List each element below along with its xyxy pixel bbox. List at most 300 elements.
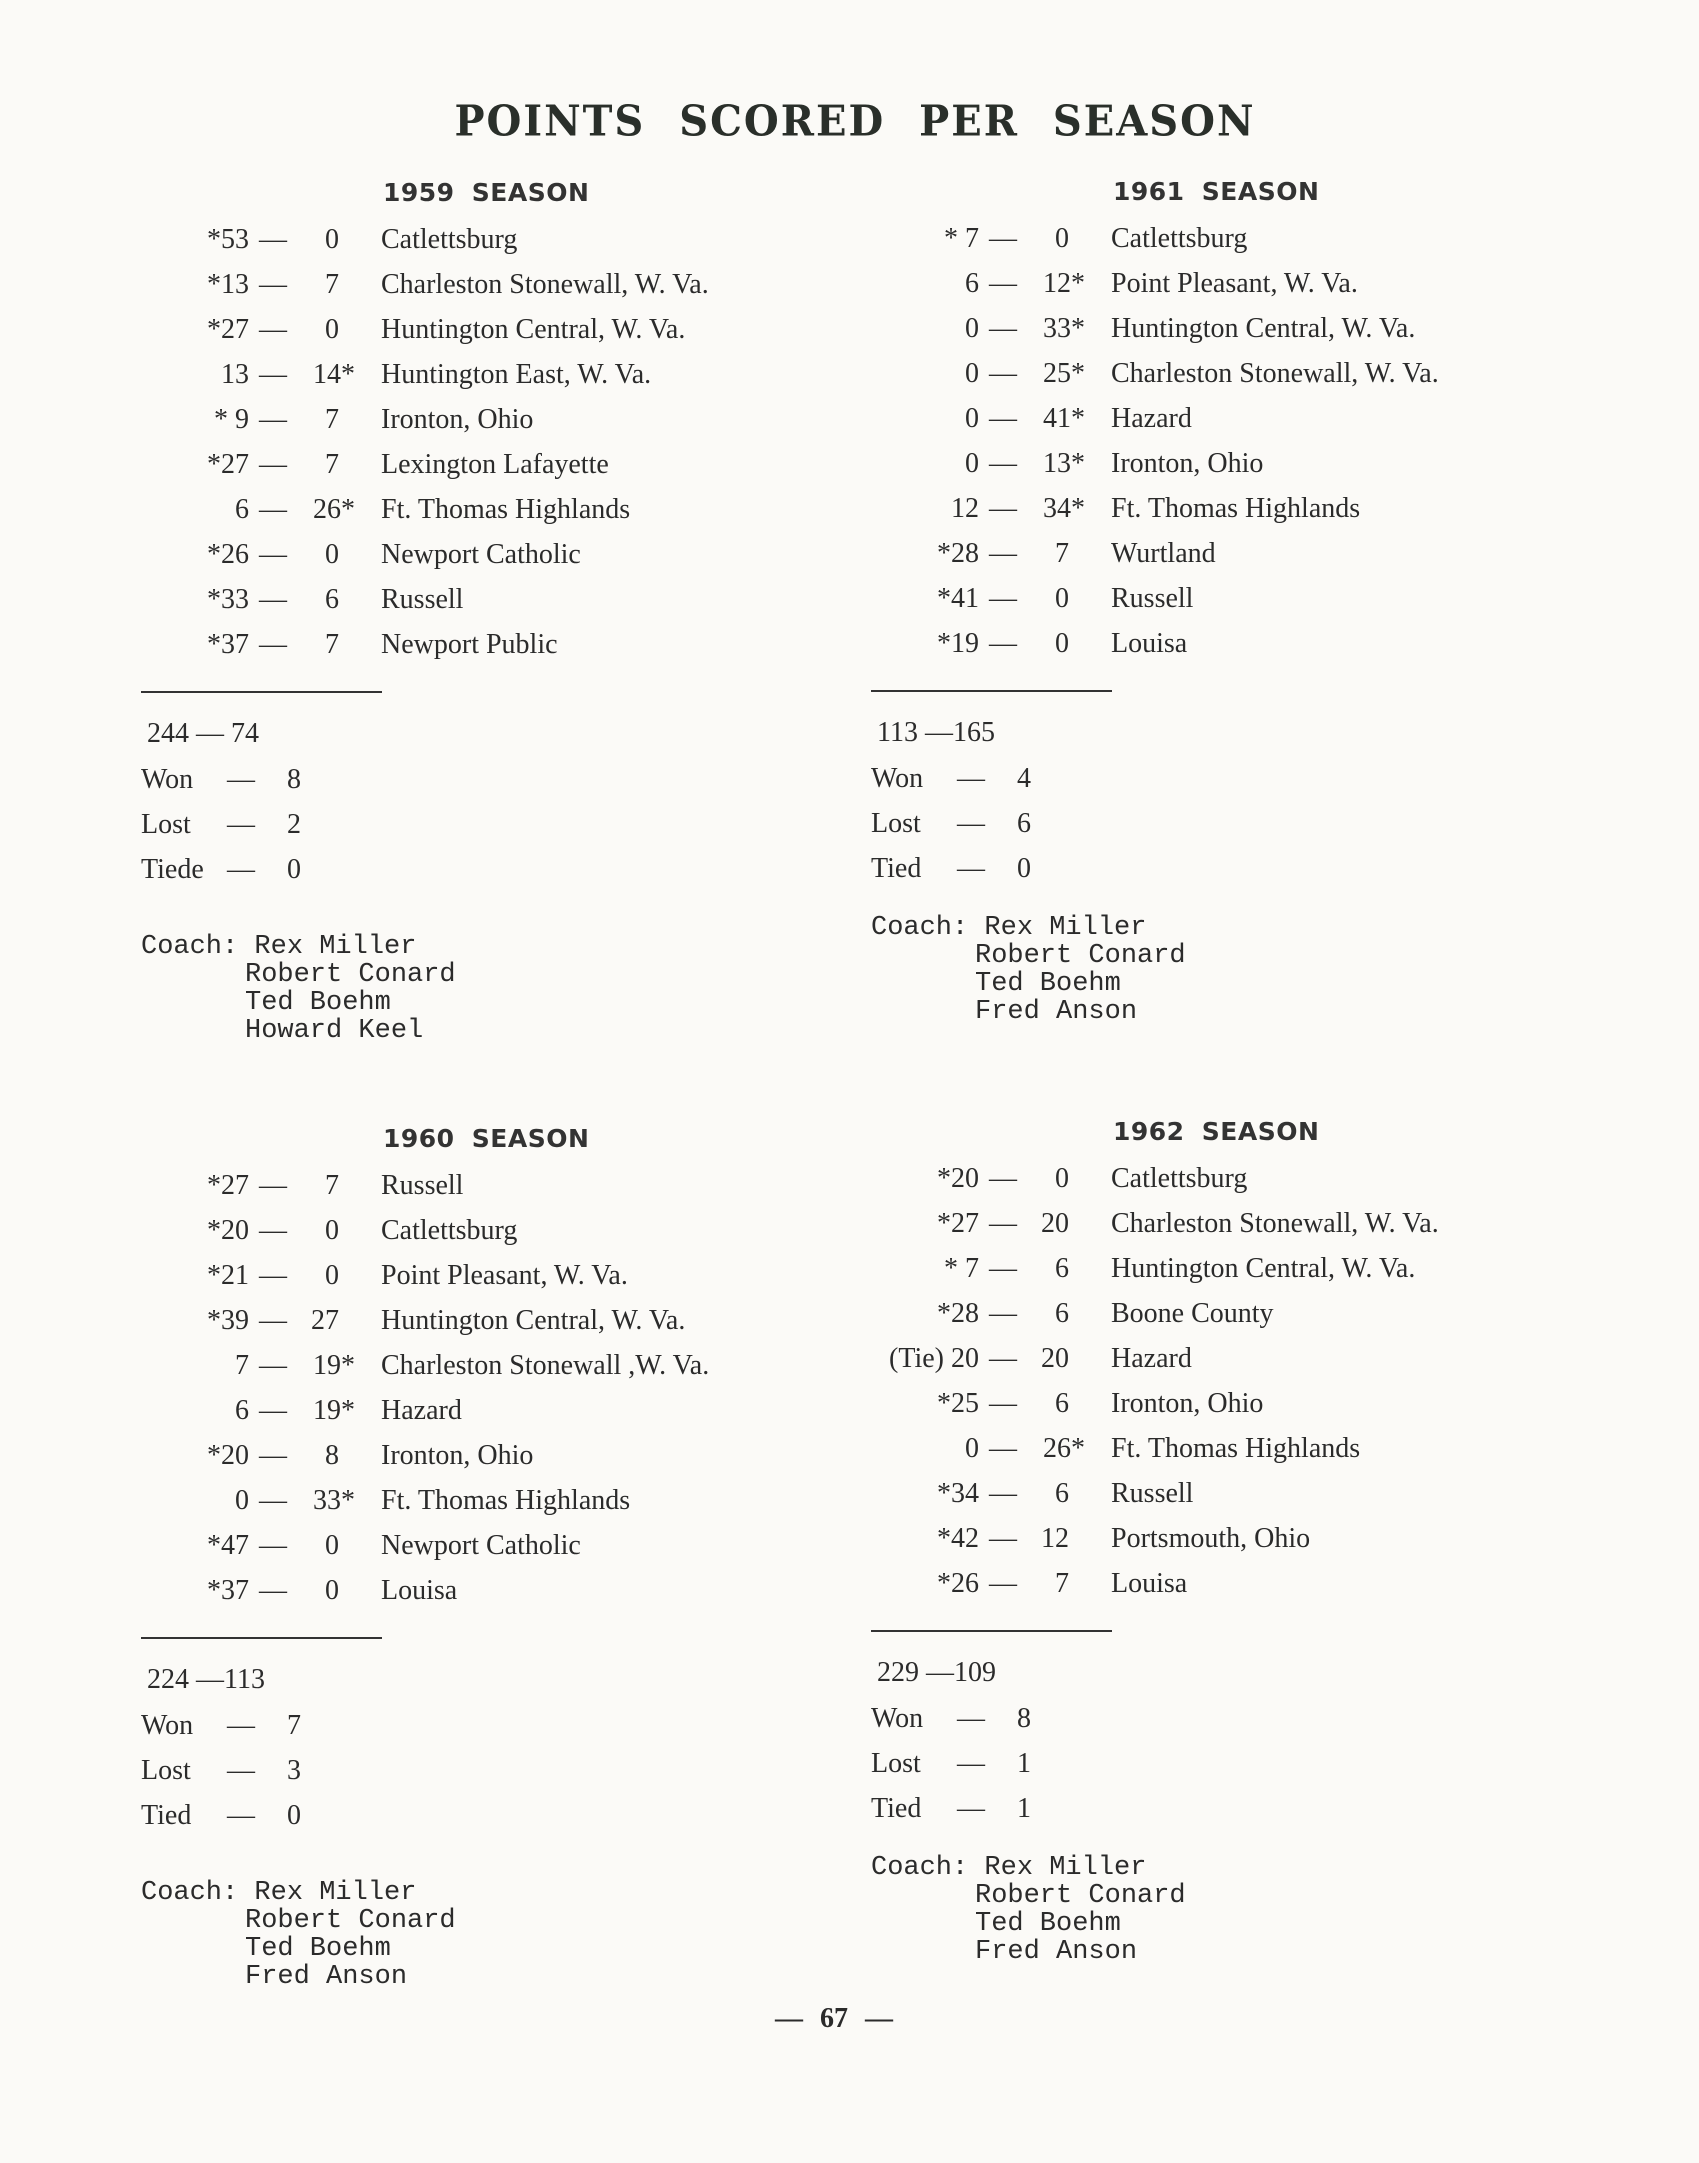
- record-tied: [871, 1792, 1171, 1826]
- opponent-score: 6: [1055, 1298, 1069, 1329]
- coach-name: Ted Boehm: [245, 988, 391, 1018]
- our-score: 0: [965, 358, 979, 389]
- opponent-score: 19*: [313, 1395, 355, 1426]
- record-value: 1: [1017, 1748, 1031, 1779]
- score-dash: —: [259, 1350, 287, 1381]
- our-score: 6: [235, 1395, 249, 1426]
- opponent-name: Huntington Central, W. Va.: [381, 314, 686, 345]
- coach-list: [871, 1854, 1186, 1966]
- score-dash: —: [989, 1208, 1017, 1239]
- our-score: 6: [965, 268, 979, 299]
- score-dash: —: [989, 1388, 1017, 1419]
- record-dash: —: [227, 1755, 255, 1786]
- record-value: 0: [287, 1800, 301, 1831]
- game-row: [141, 448, 901, 482]
- game-row: [141, 1529, 901, 1563]
- season-1962: [871, 1116, 1631, 2116]
- record-dash: —: [227, 809, 255, 840]
- opponent-name: Newport Catholic: [381, 539, 581, 570]
- total-rule: [141, 691, 382, 693]
- coach-line: [141, 1017, 456, 1045]
- opponent-name: Ironton, Ohio: [381, 404, 534, 435]
- score-dash: —: [259, 1170, 287, 1201]
- opponent-score: 14*: [313, 359, 355, 390]
- record-tied: [141, 1799, 441, 1833]
- our-score: 13: [221, 359, 249, 390]
- opponent-score: 7: [325, 1170, 339, 1201]
- opponent-score: 0: [325, 539, 339, 570]
- record-lost: [141, 808, 441, 842]
- opponent-score: 7: [325, 269, 339, 300]
- opponent-name: Catlettsburg: [1111, 223, 1248, 254]
- game-row: [141, 493, 901, 527]
- opponent-name: Russell: [1111, 1478, 1194, 1509]
- score-dash: —: [989, 223, 1017, 254]
- our-score: *26: [207, 539, 249, 570]
- game-row: [141, 1574, 901, 1608]
- our-score: *13: [207, 269, 249, 300]
- our-score: *19: [937, 628, 979, 659]
- opponent-score: 33*: [1043, 313, 1085, 344]
- our-score: *39: [207, 1305, 249, 1336]
- our-score: *34: [937, 1478, 979, 1509]
- opponent-score: 0: [1055, 1163, 1069, 1194]
- opponent-score: 7: [325, 449, 339, 480]
- opponent-name: Russell: [381, 1170, 464, 1201]
- season-total: 244 — 74: [147, 718, 259, 749]
- season-heading: 1960 SEASON: [383, 1124, 590, 1153]
- coach-name: Ted Boehm: [245, 1934, 391, 1964]
- game-row: [141, 1259, 901, 1293]
- coach-name: Robert Conard: [245, 1906, 456, 1936]
- our-score: *37: [207, 629, 249, 660]
- coach-name: Fred Anson: [975, 1937, 1138, 1967]
- record-label: Tied: [871, 853, 922, 884]
- record-label: Won: [141, 764, 194, 795]
- game-row: [871, 222, 1631, 256]
- opponent-score: 33*: [313, 1485, 355, 1516]
- opponent-name: Huntington Central, W. Va.: [1111, 1253, 1416, 1284]
- score-dash: —: [989, 1343, 1017, 1374]
- record-tiede: [141, 853, 441, 887]
- score-dash: —: [989, 1433, 1017, 1464]
- record-lost: [871, 807, 1171, 841]
- score-dash: —: [259, 314, 287, 345]
- opponent-name: Louisa: [1111, 628, 1188, 659]
- score-dash: —: [259, 494, 287, 525]
- score-dash: —: [989, 1253, 1017, 1284]
- record-value: 2: [287, 809, 301, 840]
- coach-label: Coach:: [871, 1853, 969, 1883]
- opponent-score: 26*: [313, 494, 355, 525]
- score-dash: —: [989, 268, 1017, 299]
- opponent-name: Portsmouth, Ohio: [1111, 1523, 1311, 1554]
- opponent-score: 7: [325, 629, 339, 660]
- game-row: [141, 403, 901, 437]
- game-row: [871, 1297, 1631, 1331]
- coach-name: Robert Conard: [975, 1881, 1186, 1911]
- our-score: 6: [235, 494, 249, 525]
- our-score: *42: [937, 1523, 979, 1554]
- record-dash: —: [227, 1710, 255, 1741]
- opponent-score: 34*: [1043, 493, 1085, 524]
- game-row: [871, 492, 1631, 526]
- our-score: 0: [965, 403, 979, 434]
- score-dash: —: [259, 359, 287, 390]
- record-value: 8: [1017, 1703, 1031, 1734]
- record-dash: —: [957, 1748, 985, 1779]
- opponent-name: Catlettsburg: [381, 224, 518, 255]
- game-row: [141, 628, 901, 662]
- record-dash: —: [957, 808, 985, 839]
- coach-name: Rex Miller: [984, 1853, 1147, 1883]
- game-row: [871, 1252, 1631, 1286]
- opponent-name: Boone County: [1111, 1298, 1274, 1329]
- record-label: Tied: [871, 1793, 922, 1824]
- our-score: 0: [235, 1485, 249, 1516]
- opponent-name: Hazard: [1111, 403, 1192, 434]
- game-row: [871, 1387, 1631, 1421]
- our-score: *41: [937, 583, 979, 614]
- coach-list: [141, 933, 456, 1045]
- score-dash: —: [259, 1395, 287, 1426]
- our-score: 0: [965, 1433, 979, 1464]
- our-score: *53: [207, 224, 249, 255]
- game-row: [871, 447, 1631, 481]
- record-label: Lost: [871, 1748, 921, 1779]
- game-row: [871, 357, 1631, 391]
- opponent-name: Ft. Thomas Highlands: [381, 494, 631, 525]
- coach-line: [141, 1963, 456, 1991]
- total-rule: [871, 690, 1112, 692]
- opponent-name: Catlettsburg: [1111, 1163, 1248, 1194]
- coach-line: [141, 933, 456, 961]
- opponent-score: 0: [325, 1530, 339, 1561]
- coach-line: [871, 1854, 1186, 1882]
- record-value: 0: [1017, 853, 1031, 884]
- record-label: Lost: [871, 808, 921, 839]
- our-score: * 7: [944, 223, 979, 254]
- record-value: 3: [287, 1755, 301, 1786]
- coach-line: [141, 1907, 456, 1935]
- record-label: Tied: [141, 1800, 192, 1831]
- season-1960: [141, 1123, 901, 2123]
- coach-line: [871, 914, 1186, 942]
- record-value: 7: [287, 1710, 301, 1741]
- game-row: [141, 1484, 901, 1518]
- coach-name: Fred Anson: [245, 1962, 408, 1992]
- game-row: [141, 358, 901, 392]
- score-dash: —: [259, 404, 287, 435]
- record-value: 1: [1017, 1793, 1031, 1824]
- record-won: [871, 1702, 1171, 1736]
- season-1959: [141, 177, 901, 1177]
- our-score: *27: [207, 314, 249, 345]
- our-score: *27: [937, 1208, 979, 1239]
- score-dash: —: [259, 629, 287, 660]
- record-lost: [871, 1747, 1171, 1781]
- opponent-name: Ft. Thomas Highlands: [1111, 1433, 1361, 1464]
- opponent-name: Ft. Thomas Highlands: [381, 1485, 631, 1516]
- score-dash: —: [989, 1163, 1017, 1194]
- opponent-score: 0: [1055, 583, 1069, 614]
- score-dash: —: [259, 269, 287, 300]
- game-row: [871, 1162, 1631, 1196]
- season-total: 224 —113: [147, 1664, 265, 1695]
- game-row: [141, 313, 901, 347]
- our-score: 7: [235, 1350, 249, 1381]
- opponent-name: Wurtland: [1111, 538, 1216, 569]
- opponent-name: Hazard: [381, 1395, 462, 1426]
- opponent-name: Russell: [381, 584, 464, 615]
- our-score: 0: [965, 313, 979, 344]
- record-label: Lost: [141, 809, 191, 840]
- coach-line: [141, 961, 456, 989]
- record-label: Won: [141, 1710, 194, 1741]
- our-score: *20: [207, 1215, 249, 1246]
- coach-name: Rex Miller: [984, 913, 1147, 943]
- record-dash: —: [227, 1800, 255, 1831]
- game-row: [141, 1169, 901, 1203]
- opponent-score: 0: [325, 1575, 339, 1606]
- opponent-score: 8: [325, 1440, 339, 1471]
- score-dash: —: [989, 628, 1017, 659]
- record-won: [871, 762, 1171, 796]
- game-row: [871, 312, 1631, 346]
- game-row: [871, 1432, 1631, 1466]
- score-dash: —: [989, 1523, 1017, 1554]
- our-score: *28: [937, 538, 979, 569]
- record-dash: —: [957, 1703, 985, 1734]
- score-dash: —: [989, 1298, 1017, 1329]
- score-dash: —: [259, 1440, 287, 1471]
- our-score: *37: [207, 1575, 249, 1606]
- coach-name: Howard Keel: [245, 1016, 424, 1046]
- opponent-score: 12: [1041, 1523, 1069, 1554]
- coach-name: Fred Anson: [975, 997, 1138, 1027]
- score-dash: —: [989, 403, 1017, 434]
- game-row: [871, 402, 1631, 436]
- our-score: *27: [207, 1170, 249, 1201]
- coach-line: [141, 1879, 456, 1907]
- season-total: 113 —165: [877, 717, 995, 748]
- coach-line: [871, 970, 1186, 998]
- game-row: [871, 627, 1631, 661]
- game-row: [871, 537, 1631, 571]
- opponent-score: 0: [325, 314, 339, 345]
- opponent-name: Ft. Thomas Highlands: [1111, 493, 1361, 524]
- coach-name: Robert Conard: [245, 960, 456, 990]
- game-row: [141, 583, 901, 617]
- opponent-score: 12*: [1043, 268, 1085, 299]
- score-dash: —: [259, 539, 287, 570]
- record-label: Won: [871, 1703, 924, 1734]
- coach-line: [871, 942, 1186, 970]
- our-score: * 7: [944, 1253, 979, 1284]
- score-dash: —: [989, 1568, 1017, 1599]
- opponent-score: 13*: [1043, 448, 1085, 479]
- opponent-score: 19*: [313, 1350, 355, 1381]
- game-row: [871, 1477, 1631, 1511]
- opponent-name: Charleston Stonewall, W. Va.: [1111, 1208, 1439, 1239]
- score-dash: —: [259, 1215, 287, 1246]
- opponent-name: Charleston Stonewall, W. Va.: [1111, 358, 1439, 389]
- opponent-score: 7: [1055, 1568, 1069, 1599]
- record-dash: —: [957, 763, 985, 794]
- game-row: [141, 538, 901, 572]
- record-dash: —: [957, 1793, 985, 1824]
- game-row: [871, 1342, 1631, 1376]
- game-row: [141, 268, 901, 302]
- record-label: Tiede: [141, 854, 204, 885]
- record-value: 0: [287, 854, 301, 885]
- opponent-name: Ironton, Ohio: [1111, 1388, 1264, 1419]
- coach-line: [871, 998, 1186, 1026]
- opponent-name: Charleston Stonewall, W. Va.: [381, 269, 709, 300]
- coach-name: Ted Boehm: [975, 1909, 1121, 1939]
- opponent-score: 27: [311, 1305, 339, 1336]
- opponent-name: Ironton, Ohio: [1111, 448, 1264, 479]
- record-label: Won: [871, 763, 924, 794]
- record-dash: —: [227, 854, 255, 885]
- opponent-name: Charleston Stonewall ,W. Va.: [381, 1350, 710, 1381]
- opponent-name: Huntington Central, W. Va.: [1111, 313, 1416, 344]
- opponent-name: Catlettsburg: [381, 1215, 518, 1246]
- coach-label: Coach:: [871, 913, 969, 943]
- opponent-score: 7: [1055, 538, 1069, 569]
- game-row: [871, 1522, 1631, 1556]
- coach-line: [141, 1935, 456, 1963]
- game-row: [141, 1349, 901, 1383]
- season-heading: 1961 SEASON: [1113, 177, 1320, 206]
- opponent-name: Louisa: [1111, 1568, 1188, 1599]
- opponent-name: Huntington Central, W. Va.: [381, 1305, 686, 1336]
- season-heading: 1959 SEASON: [383, 178, 590, 207]
- record-value: 6: [1017, 808, 1031, 839]
- opponent-name: Hazard: [1111, 1343, 1192, 1374]
- our-score: 0: [965, 448, 979, 479]
- game-row: [871, 1567, 1631, 1601]
- our-score: *20: [937, 1163, 979, 1194]
- opponent-score: 0: [325, 1260, 339, 1291]
- coach-name: Robert Conard: [975, 941, 1186, 971]
- our-score: *20: [207, 1440, 249, 1471]
- our-score: *33: [207, 584, 249, 615]
- score-dash: —: [259, 449, 287, 480]
- our-score: * 9: [214, 404, 249, 435]
- total-rule: [141, 1637, 382, 1639]
- record-won: [141, 1709, 441, 1743]
- record-lost: [141, 1754, 441, 1788]
- opponent-score: 6: [1055, 1478, 1069, 1509]
- our-score: *27: [207, 449, 249, 480]
- score-dash: —: [259, 584, 287, 615]
- game-row: [871, 267, 1631, 301]
- score-dash: —: [989, 448, 1017, 479]
- opponent-score: 6: [1055, 1253, 1069, 1284]
- opponent-score: 20: [1041, 1208, 1069, 1239]
- game-row: [871, 1207, 1631, 1241]
- score-dash: —: [989, 493, 1017, 524]
- coach-line: [141, 989, 456, 1017]
- our-score: *25: [937, 1388, 979, 1419]
- coach-name: Ted Boehm: [975, 969, 1121, 999]
- opponent-name: Newport Public: [381, 629, 558, 660]
- game-row: [141, 223, 901, 257]
- opponent-name: Point Pleasant, W. Va.: [1111, 268, 1358, 299]
- coach-list: [871, 914, 1186, 1026]
- score-dash: —: [259, 1530, 287, 1561]
- coach-line: [871, 1882, 1186, 1910]
- coach-name: Rex Miller: [254, 1878, 417, 1908]
- game-row: [141, 1304, 901, 1338]
- record-tied: [871, 852, 1171, 886]
- coach-line: [871, 1910, 1186, 1938]
- score-dash: —: [989, 583, 1017, 614]
- opponent-score: 25*: [1043, 358, 1085, 389]
- record-value: 4: [1017, 763, 1031, 794]
- score-dash: —: [259, 1575, 287, 1606]
- opponent-score: 0: [1055, 223, 1069, 254]
- opponent-score: 6: [325, 584, 339, 615]
- game-row: [141, 1394, 901, 1428]
- record-label: Lost: [141, 1755, 191, 1786]
- our-score: 12: [951, 493, 979, 524]
- our-score: *21: [207, 1260, 249, 1291]
- game-row: [141, 1214, 901, 1248]
- record-dash: —: [957, 853, 985, 884]
- opponent-score: 0: [325, 1215, 339, 1246]
- season-1961: [871, 176, 1631, 1176]
- record-value: 8: [287, 764, 301, 795]
- opponent-name: Point Pleasant, W. Va.: [381, 1260, 628, 1291]
- score-dash: —: [989, 538, 1017, 569]
- season-total: 229 —109: [877, 1657, 996, 1688]
- page-number: — 67 —: [775, 2003, 893, 2034]
- our-score: *47: [207, 1530, 249, 1561]
- game-row: [141, 1439, 901, 1473]
- our-score: *26: [937, 1568, 979, 1599]
- opponent-score: 26*: [1043, 1433, 1085, 1464]
- season-heading: 1962 SEASON: [1113, 1117, 1320, 1146]
- score-dash: —: [259, 1305, 287, 1336]
- game-row: [871, 582, 1631, 616]
- coach-list: [141, 1879, 456, 1991]
- our-score: *28: [937, 1298, 979, 1329]
- page-title: POINTS SCORED PER SEASON: [454, 96, 1256, 147]
- total-rule: [871, 1630, 1112, 1632]
- opponent-name: Lexington Lafayette: [381, 449, 609, 480]
- score-dash: —: [259, 1485, 287, 1516]
- score-dash: —: [259, 1260, 287, 1291]
- opponent-name: Louisa: [381, 1575, 458, 1606]
- opponent-score: 20: [1041, 1343, 1069, 1374]
- opponent-name: Huntington East, W. Va.: [381, 359, 652, 390]
- score-dash: —: [989, 1478, 1017, 1509]
- coach-label: Coach:: [141, 1878, 239, 1908]
- coach-name: Rex Miller: [254, 932, 417, 962]
- coach-line: [871, 1938, 1186, 1966]
- opponent-score: 41*: [1043, 403, 1085, 434]
- record-dash: —: [227, 764, 255, 795]
- opponent-name: Russell: [1111, 583, 1194, 614]
- opponent-name: Ironton, Ohio: [381, 1440, 534, 1471]
- coach-label: Coach:: [141, 932, 239, 962]
- score-dash: —: [989, 358, 1017, 389]
- our-score: (Tie) 20: [889, 1343, 979, 1374]
- score-dash: —: [259, 224, 287, 255]
- score-dash: —: [989, 313, 1017, 344]
